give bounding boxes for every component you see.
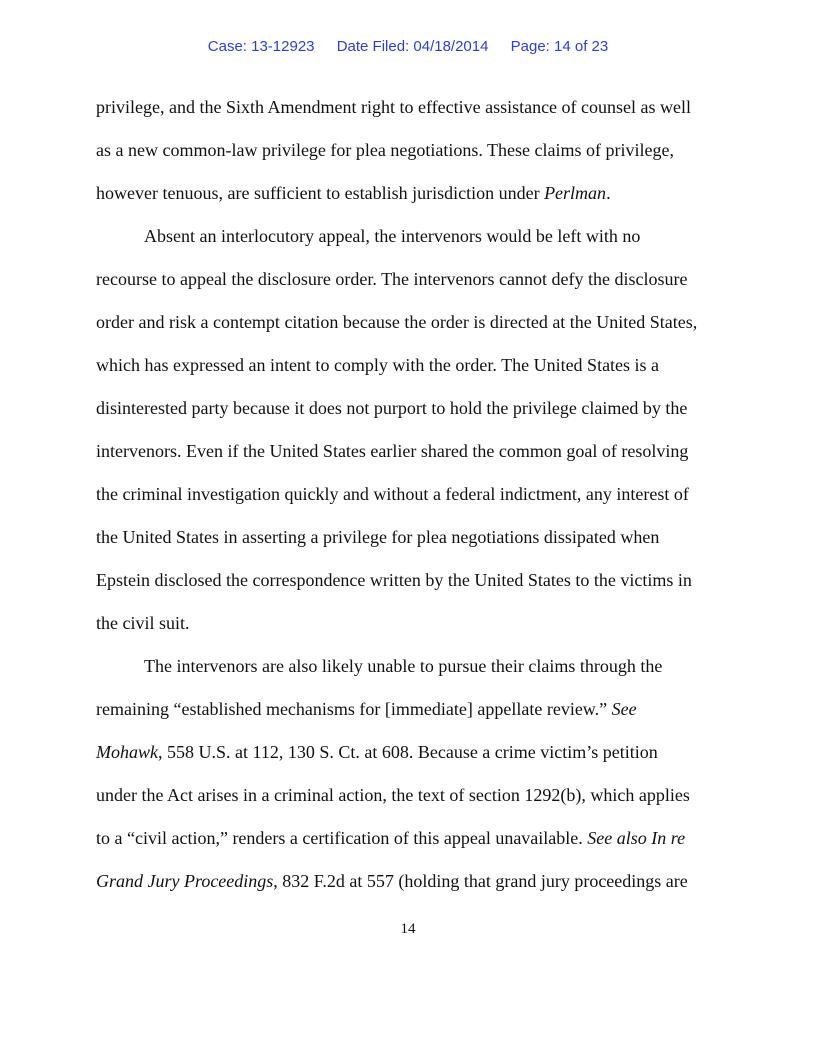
text-span: , 832 F.2d at 557 (holding that grand jury proceedings are bbox=[273, 871, 688, 891]
text-line: under the Act arises in a criminal action, the text of section 1292(b), which applies bbox=[96, 785, 690, 805]
text-span: . bbox=[606, 183, 611, 203]
text-line: Epstein disclosed the correspondence written by the United States to the victims in bbox=[96, 570, 692, 590]
text-line: the criminal investigation quickly and without a federal indictment, any interest of bbox=[96, 484, 689, 504]
text-line: the civil suit. bbox=[96, 613, 190, 633]
text-line: the United States in asserting a privilege for plea negotiations dissipated when bbox=[96, 527, 660, 547]
case-citation: Grand Jury Proceedings bbox=[96, 871, 274, 891]
paragraph-start-line: The intervenors are also likely unable to pursue their claims through the bbox=[144, 656, 663, 676]
case-citation: Mohawk bbox=[96, 742, 158, 762]
date-filed: Date Filed: 04/18/2014 bbox=[336, 38, 489, 55]
case-citation: Perlman bbox=[544, 183, 607, 203]
signal-italic: See also In re bbox=[587, 828, 686, 848]
text-line bbox=[96, 698, 637, 720]
case-number: Case: 13-12923 bbox=[207, 38, 315, 55]
text-line bbox=[96, 870, 688, 892]
text-line: recourse to appeal the disclosure order. The intervenors cannot defy the disclosure bbox=[96, 269, 688, 289]
page-number: 14 bbox=[400, 921, 416, 937]
text-span: however tenuous, are sufficient to establish jurisdiction under bbox=[96, 183, 545, 203]
page-indicator: Page: 14 of 23 bbox=[510, 38, 609, 55]
text-span: remaining “established mechanisms for [immediate] appellate review.” bbox=[96, 699, 612, 719]
text-line: intervenors. Even if the United States earlier shared the common goal of resolving bbox=[96, 441, 689, 461]
case-header bbox=[0, 38, 816, 55]
text-line bbox=[96, 182, 611, 204]
text-span: to a “civil action,” renders a certification of this appeal unavailable. bbox=[96, 828, 588, 848]
text-line bbox=[96, 827, 685, 849]
signal-italic: See bbox=[611, 699, 637, 719]
paragraph-start-line: Absent an interlocutory appeal, the intervenors would be left with no bbox=[144, 226, 641, 246]
text-line: which has expressed an intent to comply with the order. The United States is a bbox=[96, 355, 660, 375]
text-line: as a new common-law privilege for plea negotiations. These claims of privilege, bbox=[96, 140, 674, 160]
text-line: order and risk a contempt citation because the order is directed at the United States, bbox=[96, 312, 698, 332]
text-span: , 558 U.S. at 112, 130 S. Ct. at 608. Because a crime victim’s petition bbox=[158, 742, 658, 762]
text-line: privilege, and the Sixth Amendment right to effective assistance of counsel as well bbox=[96, 97, 692, 117]
text-line bbox=[96, 741, 658, 763]
text-line: disinterested party because it does not purport to hold the privilege claimed by the bbox=[96, 398, 688, 418]
